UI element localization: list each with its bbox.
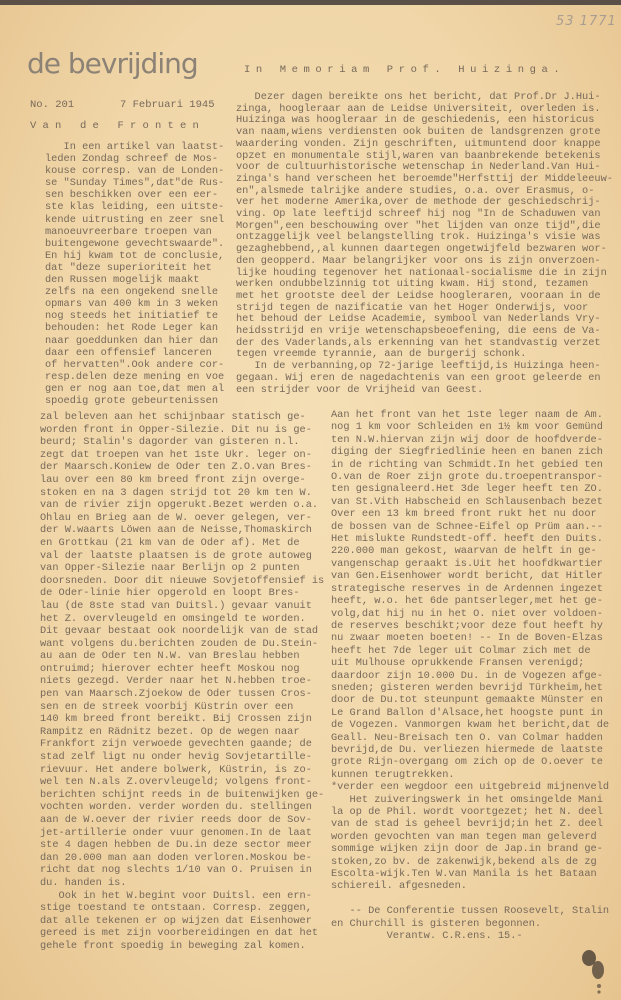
text-line: lau over een 80 km breed front zijn overge- (40, 473, 306, 486)
text-line: val der laatste plaatsen is de grote autoweg (40, 549, 312, 562)
text-line: beurd; Stalin's dagorder van gisteren n.l. (40, 436, 300, 449)
text-line: Morgen",een beschouwing over "het lijden van onze tijd",die (236, 219, 601, 232)
text-line: een strijder voor de Vrijheid van Geest. (236, 383, 484, 396)
text-line: van de stad is geheel bevrijd;in het Z. deel (331, 818, 603, 831)
text-line: van Opper-Silezie naar Berlijn op 2 punten (40, 562, 300, 575)
text-line: der W.waarts Löwen aan de Neisse,Thomaskirch (40, 524, 312, 537)
issue-number: No. 201 (30, 99, 75, 111)
text-line: daar een offensief lanceren (45, 346, 212, 359)
text-line: ten gesignaleerd.Het 3de leger heeft ten ZO. (331, 483, 603, 496)
text-line: zelfs na een ongekend snelle (45, 286, 219, 299)
text-line: grote Rijn-overgang om zich op de O.oever te (331, 756, 603, 769)
text-line: gereed is met zijn voorbereidingen en dat het (40, 927, 319, 940)
text-line: dat alle tekenen er op wijzen dat Eisenhower (40, 914, 312, 927)
text-line: niets gezegd. Verder naar het N.hebben troe- (40, 675, 312, 688)
text-line: stige toestand te ontstaan. Corresp. zeggen, (40, 902, 312, 915)
text-line: met het grootste deel der Leidse hoogleraren, vooraan in de (236, 289, 601, 302)
text-line: stoken en na 3 dagen strijd tot 20 km ten W. (40, 486, 312, 499)
text-line: want volgens du.berichten zouden de Du.Stein- (40, 637, 319, 650)
text-line: voor de cultuurhistorische wetenschap in Nederland.Van Hui- (236, 161, 601, 174)
text-line: nog steeds het initiatief te (45, 310, 219, 323)
text-line: der Maarsch.Koniew de Oder ten Z.O.van Bres- (40, 461, 312, 474)
text-line: den Russen mogelijk maakt (45, 274, 200, 287)
text-line: se "Sunday Times",dat"de Rus- (45, 177, 225, 190)
text-line: vangenschap geraakt is.Uit het hoofdkwartier (331, 557, 603, 570)
text-line: richt dat nog slechts 1/10 van O. Pruisen in (40, 864, 312, 877)
text-line: en Grottkau (21 km van de Oder af). Met de (40, 536, 300, 549)
text-line: de Oder-linie hier opgerold en loopt Bres- (40, 587, 300, 600)
text-line: kunnen terugtrekken. (331, 768, 455, 781)
text-line: strategische reserves in de Ardennen ingezet (331, 582, 603, 595)
text-line: Dezer dagen bereikte ons het bericht, dat Prof.Dr J.Hui- (236, 91, 601, 103)
text-line: strijd tegen de nazificatie van het Hoger Onderwijs, voor (236, 301, 589, 314)
text-line: In een artikel van laatst- (45, 141, 225, 153)
text-line: opzet en monumentale stijl,waren van baanbrekende betekenis (236, 149, 601, 162)
text-line: zegt dat troepen van het 1ste Ukr. leger on- (40, 448, 312, 461)
text-line: dat "deze superioriteit het (45, 261, 212, 274)
text-line: of hervatten".Ook andere cor- (45, 358, 225, 371)
text-line: in de richting van Schmidt.In het gebied ten (331, 458, 603, 471)
text-line: schiereil. afgesneden. (331, 880, 467, 893)
text-line: daardoor zijn 10.000 Du. in de Vogezen afge- (331, 669, 603, 682)
fronts-article-west (331, 409, 615, 942)
text-line: jet-artillerie onder vuur genomen.In de laat (40, 826, 312, 839)
text-line: zinga's hand verscheen het beroemde"Herfsttij der Middeleeuw- (236, 172, 613, 185)
text-line: En hij kwam tot de conclusie, (45, 249, 225, 262)
text-line: waardering vonden. Zijn geschriften, uitmuntend door knappe (236, 137, 601, 150)
text-line: la op de Phil. wordt voortgezet; het N. deel (331, 806, 603, 818)
memoriam-heading: In Memoriam Prof. Huizinga. (244, 64, 566, 76)
ink-blot (580, 948, 606, 996)
text-line: ving. Op late leeftijd schreef hij nog "In de Schaduwen van (236, 208, 601, 221)
text-line: rievuur. Het andere bolwerk, Küstrin, is zo- (40, 763, 312, 776)
text-line: worden gevochten van man tegen man geleverd (331, 830, 597, 843)
text-line: bevrijd,de Du. verliezen hiermede de laatste (331, 743, 603, 756)
text-line: werken ondubbelzinnig tot uiting kwam. Hij stond, tezamen (236, 278, 589, 291)
fronts-article-intro (45, 141, 230, 407)
issue-date: 7 Februari 1945 (120, 99, 215, 111)
text-line: zal beleven aan het schijnbaar statisch ge- (40, 411, 306, 423)
section-heading: Van de Fronten (30, 120, 206, 132)
text-line (331, 893, 615, 905)
text-line: heeft, w.o. het 6de pantserleger,met het ge- (331, 595, 603, 608)
text-line: Rampitz en Rädnitz bezet. Op de wegen naar (40, 725, 300, 738)
text-line: Huizinga was hoogleraar in de geschiedenis, een historicus (236, 114, 595, 127)
text-line: de Vogezen. Vanmorgen kwam het bericht,dat de (331, 719, 610, 732)
text-line: sen en de streek voorbij Küstrin over een (40, 700, 294, 713)
masthead-title: de bevrijding (27, 47, 198, 80)
text-line: ontzaggelijk veel belangstelling trok. Huizinga's visie was (236, 231, 601, 244)
text-line: aan de W.oever der rivier reeds door de Sov- (40, 814, 312, 826)
text-line: ontruimd; hierover echter heeft Moskou nog (40, 662, 300, 675)
text-line: Over een 13 km breed front rukt het nu door (331, 508, 597, 521)
text-line: lau (de 8ste stad van Duitsl.) gevaar vanuit (40, 599, 312, 612)
text-line: opmars van 400 km in 3 weken (45, 298, 219, 311)
text-line: sneden; gisteren werden bevrijd Türkheim,het (331, 681, 603, 694)
text-line: Escolta-wijk.Ten W.van Manila is het Bataan (331, 868, 597, 881)
text-line: en",alsmede talrijke andere studies, o.a. over Erasmus, o- (236, 184, 595, 197)
text-line: naar goeddunken dan hier dan (45, 334, 219, 347)
text-line: resp.delen deze mening en voe (45, 370, 225, 383)
text-line: vochten worden. verder worden du. stellingen (40, 801, 312, 814)
text-line: kende uitrusting en zeer snel (45, 213, 225, 226)
text-line: Le Grand Ballon d'Alsace,het hoogste punt in (331, 706, 603, 719)
text-line: nu zwaar moeten boeten! -- In de Boven-Elzas (331, 632, 603, 645)
text-line: sommige wijken zijn door de Jap.in brand ge- (331, 843, 603, 856)
text-line: ver het moderne Amerika,over de methode der geschiedschrij- (236, 196, 601, 209)
text-line: O.van de Roer zijn grote du.troepentranspor- (331, 471, 603, 484)
text-line: den geopperd. Maar belangrijker voor ons is zijn onverzoen- (236, 254, 601, 267)
text-line: het Z. overvleugeld en omsingeld te worden. (40, 612, 306, 625)
text-line: doorsneden. Door dit nieuwe Sovjetoffensief is (40, 574, 325, 587)
text-line: gehele front spoedig in beweging zal komen. (40, 939, 306, 952)
text-line: diging der Siegfriedlinie heen en banen zich (331, 446, 603, 459)
text-line: door de Du.tot steunpunt gemaakte Münster en (331, 694, 603, 707)
text-line: *verder een wegdoor een uitgebreid mijnenveld (331, 781, 610, 794)
text-line: van de rivier zijn opgerukt.Bezet werden o.a. (40, 499, 319, 512)
text-line: Dit gevaar bestaat ook noordelijk van de stad (40, 625, 319, 638)
text-line: ste 4 dagen hebben de Du.in deze sector meer (40, 839, 312, 852)
text-line: 140 km breed front bereikt. Bij Crossen zijn (40, 713, 312, 726)
text-line: der des Vaderlands,als erkenning van het standvastig verzet (236, 336, 601, 349)
text-line: kouse corresp. van de Londen- (45, 165, 225, 178)
text-line: au aan de Oder ten N.W. van Breslau hebben (40, 650, 300, 663)
text-line: van St.Vith Habscheid en Schlausenbach bezet (331, 495, 603, 508)
text-line: wel ten N.als Z.overvleugeld; volgens front- (40, 776, 312, 789)
text-line: het behoud der Leidse Academie, symbool van Nederlands Vry- (236, 313, 601, 326)
text-line: sen beschikken over een eer- (45, 189, 219, 202)
text-line: gen er nog aan toe,dat men al (45, 382, 225, 395)
text-line: van naam,wiens verdiensten ook buiten de landsgrenzen grote (236, 126, 601, 139)
text-line: leden Zondag schreef de Mos- (45, 153, 219, 166)
text-line: Het mislukte Rundstedt-off. heeft den Duits. (331, 533, 603, 546)
text-line: Verantw. C.R.ens. 15.- (331, 930, 523, 943)
text-line: de reserves beschikt;voor deze fout heeft hy (331, 619, 603, 632)
text-line: Frankfort zijn verwoede gevechten gaande; de (40, 738, 312, 751)
text-line: Aan het front van het 1ste leger naam de Am. (331, 409, 603, 421)
text-line: de bossen van de Schnee-Eifel op Prüm aan.-- (331, 520, 603, 533)
text-line: van Gen.Eisenhower wordt bericht, dat Hitler (331, 570, 603, 583)
text-line: pen van Maarsch.Zjoekow de Oder tussen Cros- (40, 688, 312, 701)
text-line: dan 20.000 man aan doden verloren.Moskou be- (40, 851, 312, 864)
text-line: gezaghebbend,,al kunnen daartegen ongetwijfeld bezwaren wor- (236, 243, 607, 256)
text-line: tegen vreemde tyrannie, aan de burgerij schonk. (236, 348, 527, 361)
text-line: uit Mulhouse oprukkende Fransen verenigd; (331, 657, 585, 670)
text-line: buitengewone gevechtswaarde". (45, 237, 225, 250)
text-line: 220.000 man gekost, waarvan de helft in ge- (331, 545, 597, 558)
text-line: Geall. Neu-Breisach ten O. van Colmar hadden (331, 731, 603, 744)
text-line: In de verbanning,op 72-jarige leeftijd,is Huizinga heen- (236, 360, 601, 373)
text-line: volg,dat hij nu in het O. niet over voldoen- (331, 607, 603, 620)
text-line: gegaan. Wij eren de nagedachtenis van een groot geleerde en (236, 371, 601, 384)
text-line: en Churchill is gisteren begonnen. (331, 917, 542, 930)
text-line: behouden: het Rode Leger kan (45, 322, 219, 335)
text-line: heeft het 7de leger uit Colmar zich met de (331, 644, 591, 657)
text-line: lijke houding tegenover het nationaal-socialisme die in zijn (236, 266, 607, 279)
text-line: ten N.W.hiervan zijn wij door de hoofdverde- (331, 433, 603, 446)
memoriam-article (236, 92, 616, 396)
text-line: -- De Conferentie tussen Roosevelt, Stalin (331, 905, 610, 918)
text-line: heidsstrijd en vrije wetenschapsbeoefening, die eens de Va- (236, 325, 601, 338)
text-line: manoeuvreerbare troepen van (45, 225, 212, 238)
text-line: zinga, hoogleraar aan de Leidse Universiteit, overleden is. (236, 102, 601, 115)
fronts-article-east (40, 411, 326, 953)
text-line: worden front in Opper-Silezie. Dit nu is ge- (40, 423, 312, 436)
text-line: berichten schijnt reeds in de buitenwijken ge- (40, 788, 325, 801)
text-line: spoedig grote gebeurtenissen (45, 394, 219, 407)
text-line: stoken,zo bv. de zakenwijk,bekend als de zg (331, 855, 597, 868)
text-line: stad zelf ligt nu onder hevig Sovjetartille- (40, 751, 312, 764)
archive-mark: 53 1771 (556, 14, 617, 29)
text-line: du. handen is. (40, 876, 127, 889)
scan-edge (0, 0, 621, 5)
text-line: Het zuiveringswerk in het omsingelde Mani (331, 793, 603, 806)
text-line: nog 1 km voor Schleiden en 1½ km voor Gemünd (331, 421, 603, 434)
text-line: ste klas leiding, een uitste- (45, 201, 225, 214)
text-line: Ook in het W.begint voor Duitsl. een ern- (40, 889, 312, 902)
text-line: Ohlau en Brieg aan de W. oever gelegen, ver- (40, 511, 312, 524)
